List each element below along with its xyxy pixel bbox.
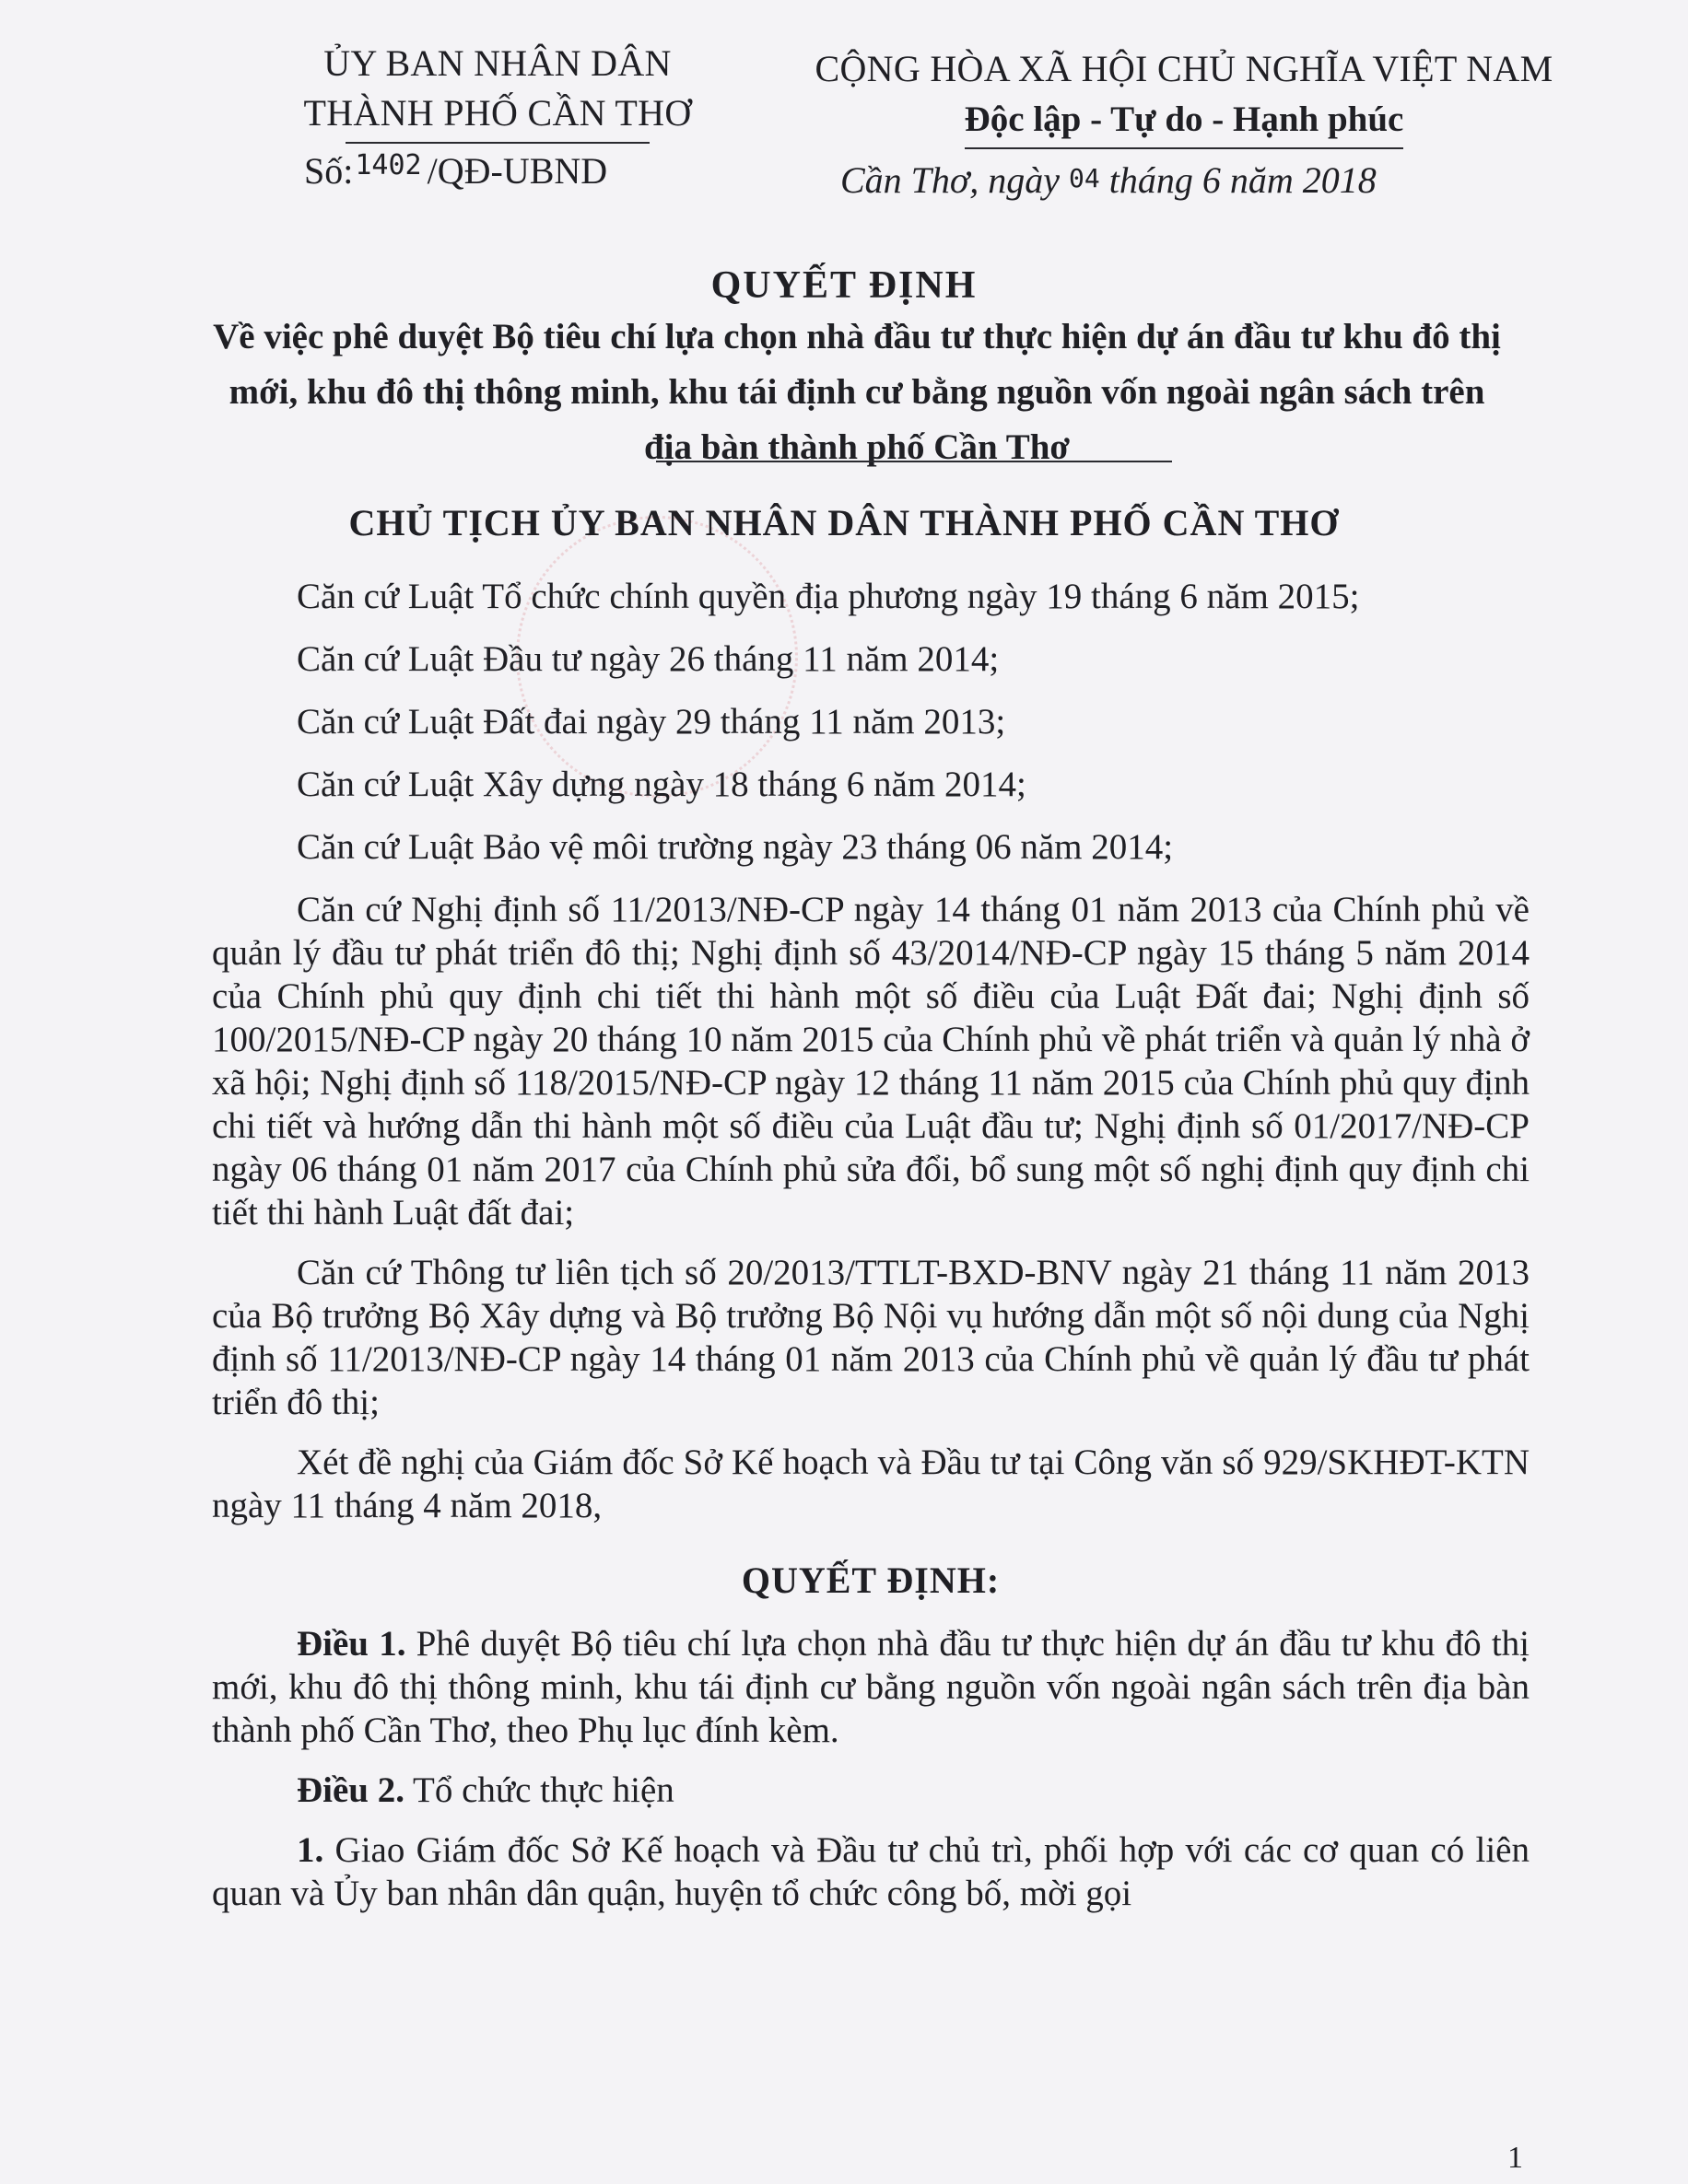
article-1-text: Phê duyệt Bộ tiêu chí lựa chọn nhà đầu tư thực hiện dự án đầu tư khu đô thị mới, khu đô thị thông minh, khu tái định cư bằng nguồn vốn ngoài ngân sách trên địa bàn thành phố Cần Thơ, theo Phụ lục đính kèm. [212, 1624, 1530, 1750]
item-1-text: Giao Giám đốc Sở Kế hoạch và Đầu tư chủ trì, phối hợp với các cơ quan có liên quan và Ủy ban nhân dân quận, huyện tổ chức công bố, mời gọi [212, 1830, 1530, 1913]
legal-basis: Căn cứ Luật Bảo vệ môi trường ngày 23 tháng 06 năm 2014; [297, 827, 1174, 867]
legal-basis: Căn cứ Luật Đầu tư ngày 26 tháng 11 năm 2014; [297, 639, 1000, 679]
date-suffix: tháng 6 năm 2018 [1108, 159, 1377, 201]
article-2 [212, 1769, 1530, 1812]
document-body [212, 575, 1530, 1932]
issuing-authority [249, 39, 746, 144]
national-motto: Độc lập - Tự do - Hạnh phúc [965, 94, 1404, 149]
item-1-label: 1. [297, 1830, 324, 1870]
national-title [769, 44, 1599, 149]
authority-line-2: THÀNH PHỐ CẦN THƠ [303, 92, 692, 134]
issuer-title: CHỦ TỊCH ỦY BAN NHÂN DÂN THÀNH PHỐ CẦN THƠ [348, 502, 1340, 543]
page-number: 1 [1507, 2141, 1523, 2175]
number-handwritten: 1402 [355, 149, 422, 181]
document-number [304, 149, 607, 193]
legal-basis: Căn cứ Luật Tổ chức chính quyền địa phương ngày 19 tháng 6 năm 2015; [297, 577, 1360, 616]
article-2-item-1 [212, 1828, 1530, 1915]
authority-underline [346, 142, 650, 144]
article-1 [212, 1622, 1530, 1752]
document-date [840, 158, 1377, 202]
proposal-basis: Xét đề nghị của Giám đốc Sở Kế hoạch và Đầu tư tại Công văn số 929/SKHĐT-KTN ngày 11 tháng 4 năm 2018, [212, 1442, 1530, 1525]
decision-subject: Về việc phê duyệt Bộ tiêu chí lựa chọn nhà đầu tư thực hiện dự án đầu tư khu đô thị mới, khu đô thị thông minh, khu tái định cư bằng nguồn vốn ngoài ngân sách trên địa bàn thành phố Cần Thơ [213, 317, 1501, 467]
date-prefix: Cần Thơ, ngày [840, 159, 1061, 201]
decision-title: QUYẾT ĐỊNH [710, 264, 978, 307]
number-suffix: /QĐ-UBND [427, 150, 608, 192]
decision-heading: QUYẾT ĐỊNH: [741, 1559, 1001, 1601]
subject-underline [656, 461, 1172, 462]
legal-basis: Căn cứ Luật Xây dựng ngày 18 tháng 6 năm 2014; [297, 765, 1026, 804]
article-2-label: Điều 2. [297, 1770, 404, 1810]
decree-basis: Căn cứ Nghị định số 11/2013/NĐ-CP ngày 14 tháng 01 năm 2013 của Chính phủ về quản lý đầu tư phát triển đô thị; Nghị định số 43/2014/NĐ-CP ngày 15 tháng 5 năm 2014 của Chính phủ quy định chi tiết thi hành một số điều của Luật Đất đai; Nghị định số 100/2015/NĐ-CP ngày 20 tháng 10 năm 2015 của Chính phủ về phát triển và quản lý nhà ở xã hội; Nghị định số 118/2015/NĐ-CP ngày 12 tháng 11 năm 2015 của Chính phủ quy định chi tiết và hướng dẫn thi hành một số điều của Luật đầu tư; Nghị định số 01/2017/NĐ-CP ngày 06 tháng 01 năm 2017 của Chính phủ sửa đổi, bổ sung một số nghị định quy định chi tiết thi hành Luật đất đai; [212, 890, 1530, 1232]
article-2-text: Tổ chức thực hiện [404, 1770, 674, 1810]
circular-basis: Căn cứ Thông tư liên tịch số 20/2013/TTLT-BXD-BNV ngày 21 tháng 11 năm 2013 của Bộ trưởng Bộ Xây dựng và Bộ trưởng Bộ Nội vụ hướng dẫn một số nội dung của Nghị định số 11/2013/NĐ-CP ngày 14 tháng 01 năm 2013 của Chính phủ về quản lý đầu tư phát triển đô thị; [212, 1253, 1530, 1422]
number-prefix: Số: [304, 150, 354, 192]
legal-basis: Căn cứ Luật Đất đai ngày 29 tháng 11 năm 2013; [297, 702, 1006, 742]
authority-line-1: ỦY BAN NHÂN DÂN [323, 42, 672, 84]
article-1-label: Điều 1. [297, 1624, 406, 1664]
country-name: CỘNG HÒA XÃ HỘI CHỦ NGHĨA VIỆT NAM [815, 48, 1553, 89]
date-day: 04 [1069, 163, 1100, 193]
